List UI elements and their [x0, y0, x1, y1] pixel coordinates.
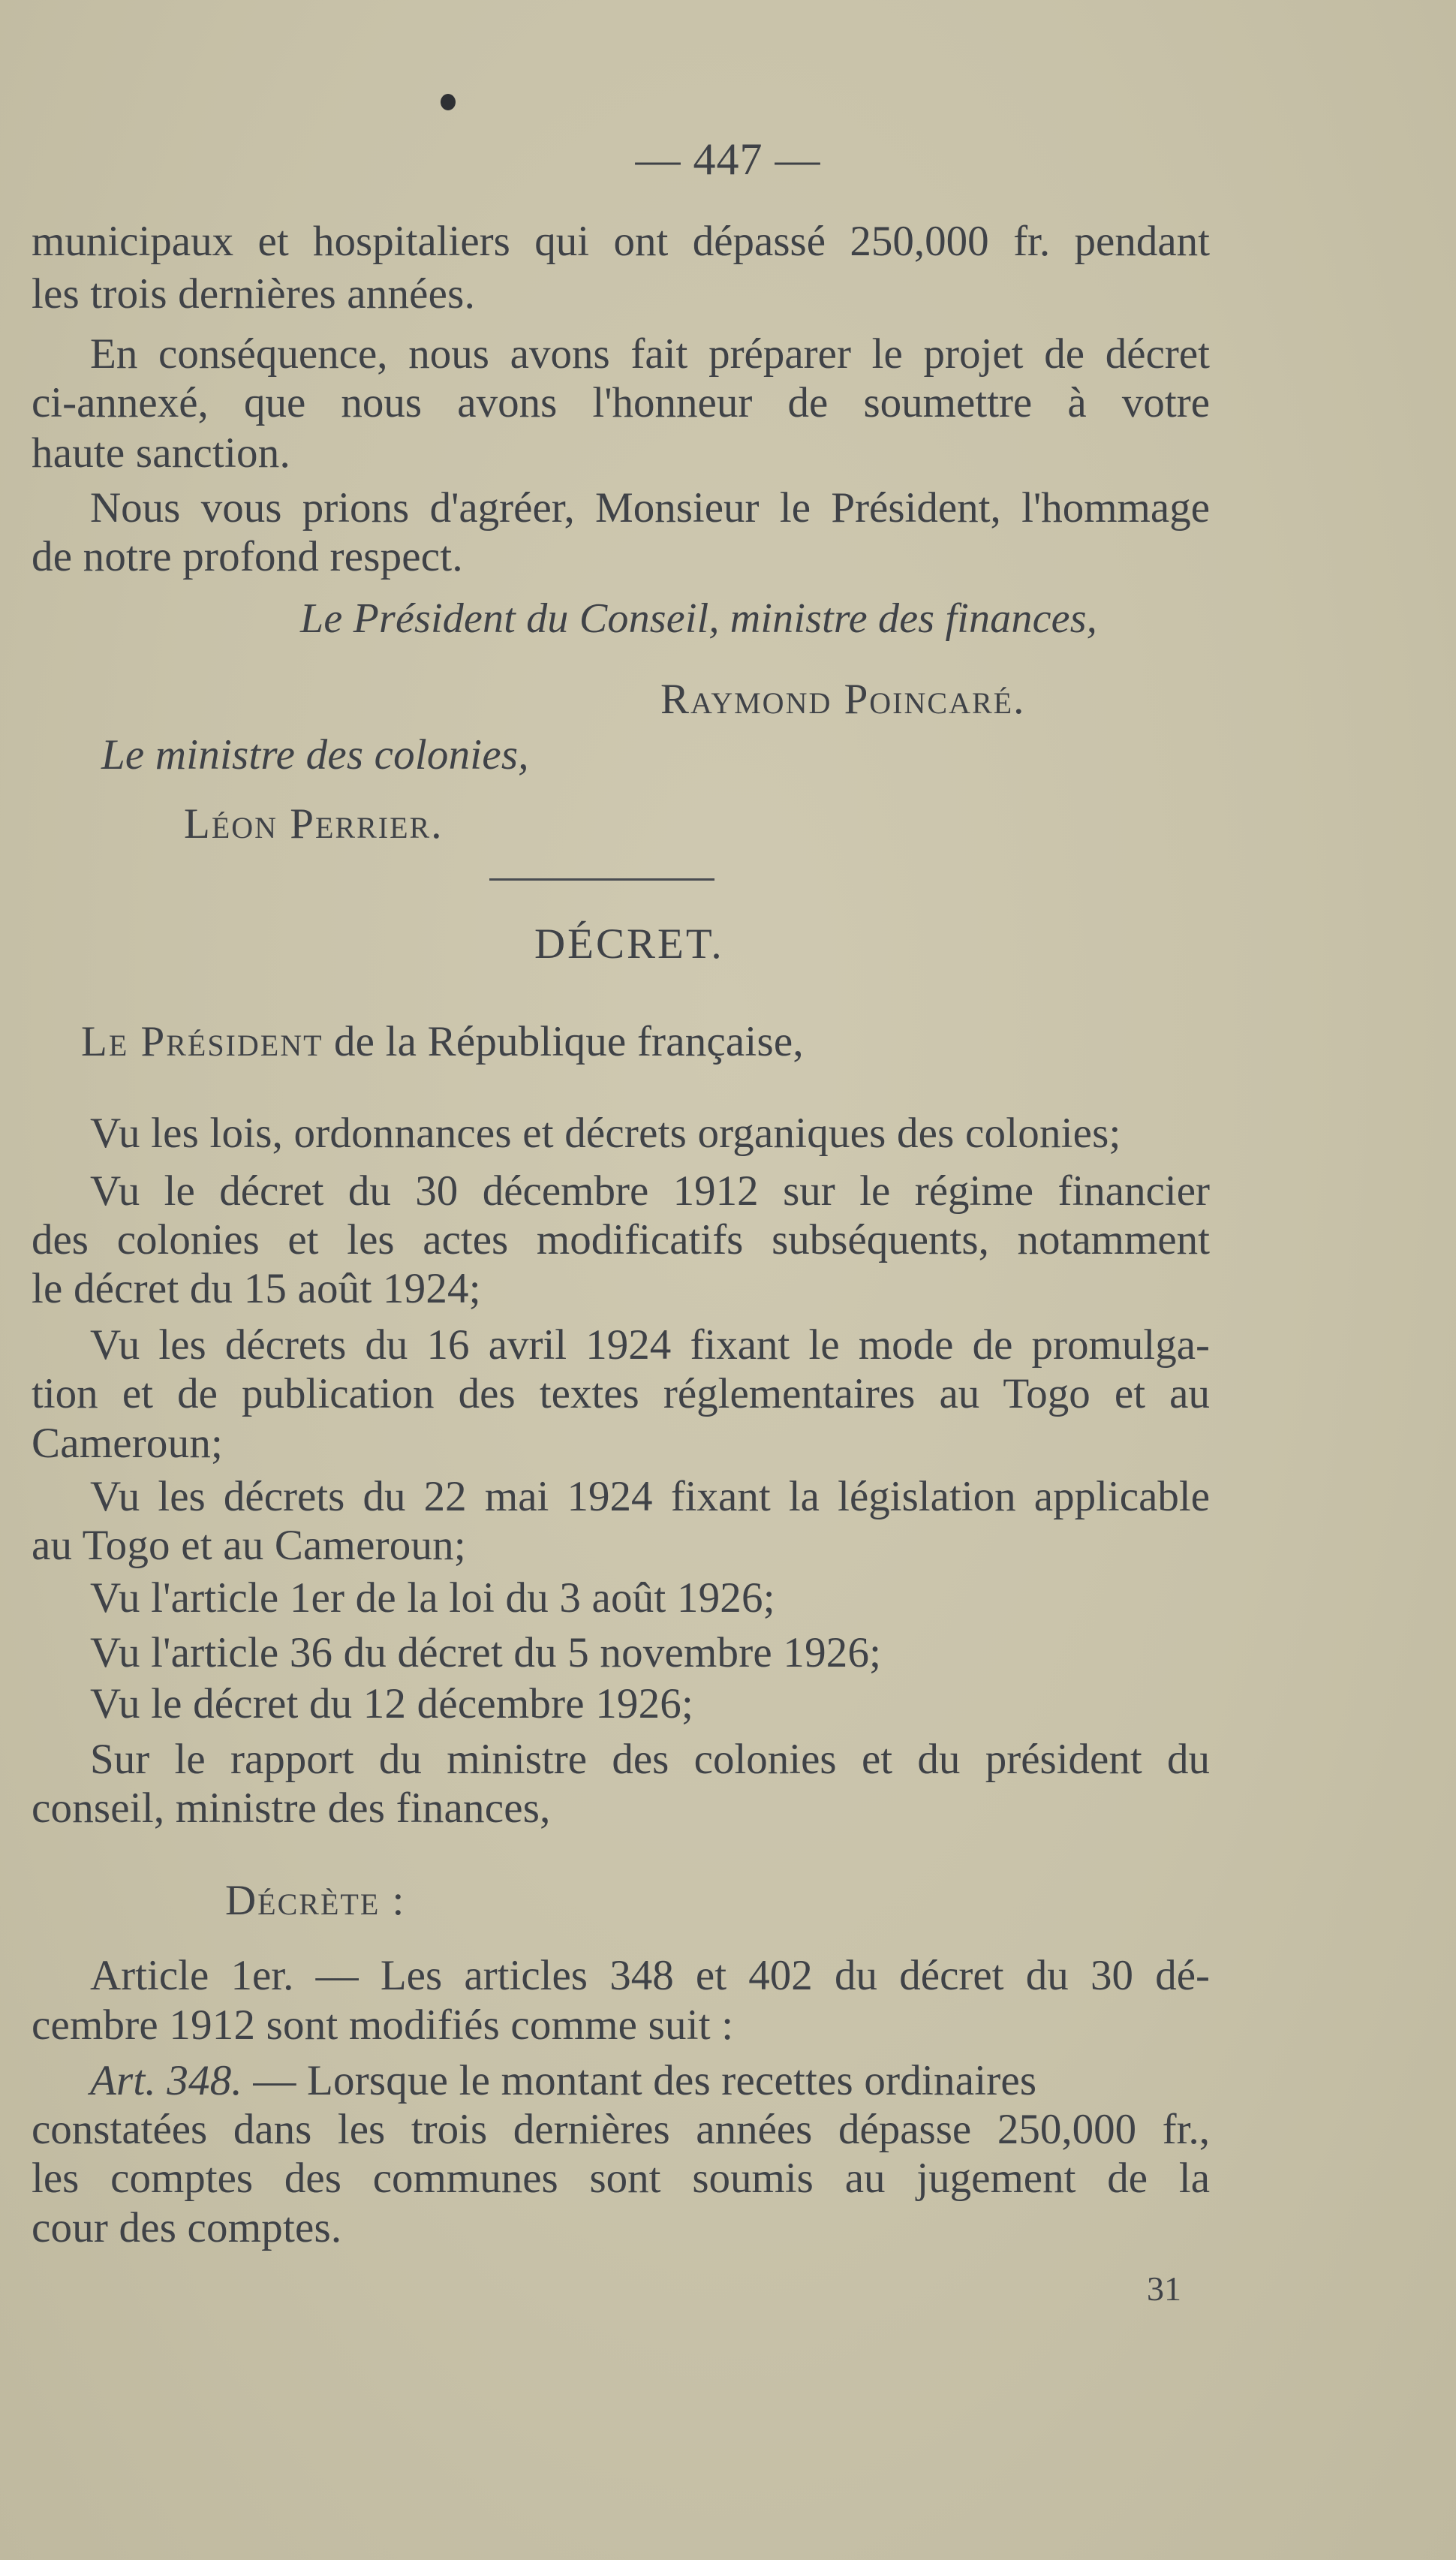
decree-intro-rest: de la République française,: [333, 1018, 804, 1065]
signature-title-president: Le Président du Conseil, ministre des finances,: [300, 595, 1097, 642]
text-line: Vu les décrets du 22 mai 1924 fixant la législation applicable: [90, 1473, 1210, 1520]
article-348-label: Art. 348.: [90, 2057, 242, 2104]
text-line: Vu les lois, ordonnances et décrets organiques des colonies;: [90, 1110, 1121, 1157]
decree-heading: DÉCRET.: [534, 920, 724, 968]
text-line: Vu l'article 1er de la loi du 3 août 1926;: [90, 1574, 775, 1622]
text-line: les comptes des communes sont soumis au jugement de la: [32, 2155, 1210, 2202]
text-line: tion et de publication des textes réglementaires au Togo et au: [32, 1370, 1210, 1417]
signature-name-president: Raymond Poincaré.: [660, 676, 1026, 723]
text-line: Article 1er. — Les articles 348 et 402 du décret du 30 dé-: [90, 1952, 1210, 1999]
text-line: des colonies et les actes modificatifs subséquents, notamment: [32, 1216, 1210, 1263]
text-line: Nous vous prions d'agréer, Monsieur le Président, l'hommage: [90, 484, 1210, 532]
decree-decrete: Décrète :: [225, 1877, 406, 1924]
text-line: En conséquence, nous avons fait préparer le projet de décret: [90, 330, 1210, 378]
text-line: Vu le décret du 12 décembre 1926;: [90, 1680, 694, 1727]
text-line: municipaux et hospitaliers qui ont dépassé 250,000 fr. pendant: [32, 218, 1210, 265]
text-line: Vu l'article 36 du décret du 5 novembre 1926;: [90, 1629, 882, 1676]
article-348-text: — Lorsque le montant des recettes ordinaires: [242, 2057, 1037, 2104]
article-348-line: [90, 2057, 1210, 2105]
text-line: constatées dans les trois dernières années dépasse 250,000 fr.,: [32, 2106, 1210, 2153]
text-line: conseil, ministre des finances,: [32, 1784, 551, 1832]
text-line: haute sanction.: [32, 429, 290, 477]
text-line: Cameroun;: [32, 1420, 224, 1467]
decree-intro: [81, 1018, 804, 1066]
page-header: — 447 —: [635, 134, 821, 184]
decree-intro-caps: Le Président: [81, 1018, 323, 1065]
text-line: ci-annexé, que nous avons l'honneur de soumettre à votre: [32, 379, 1210, 426]
text-line: au Togo et au Cameroun;: [32, 1522, 466, 1569]
text-line: Sur le rapport du ministre des colonies et du président du: [90, 1736, 1210, 1783]
signature-name-minister: Léon Perrier.: [184, 800, 444, 848]
text-line: cembre 1912 sont modifiés comme suit :: [32, 2001, 734, 2049]
text-line: cour des comptes.: [32, 2204, 342, 2251]
section-rule: [489, 878, 714, 881]
text-line: Vu le décret du 30 décembre 1912 sur le régime financier: [90, 1167, 1210, 1215]
ink-dot-mark: [441, 94, 456, 110]
folio-number: 31: [1147, 2269, 1181, 2308]
text-line: les trois dernières années.: [32, 270, 476, 318]
signature-title-minister: Le ministre des colonies,: [101, 731, 529, 779]
text-line: de notre profond respect.: [32, 533, 463, 580]
text-line: le décret du 15 août 1924;: [32, 1265, 481, 1312]
text-line: Vu les décrets du 16 avril 1924 fixant le mode de promulga-: [90, 1321, 1210, 1369]
